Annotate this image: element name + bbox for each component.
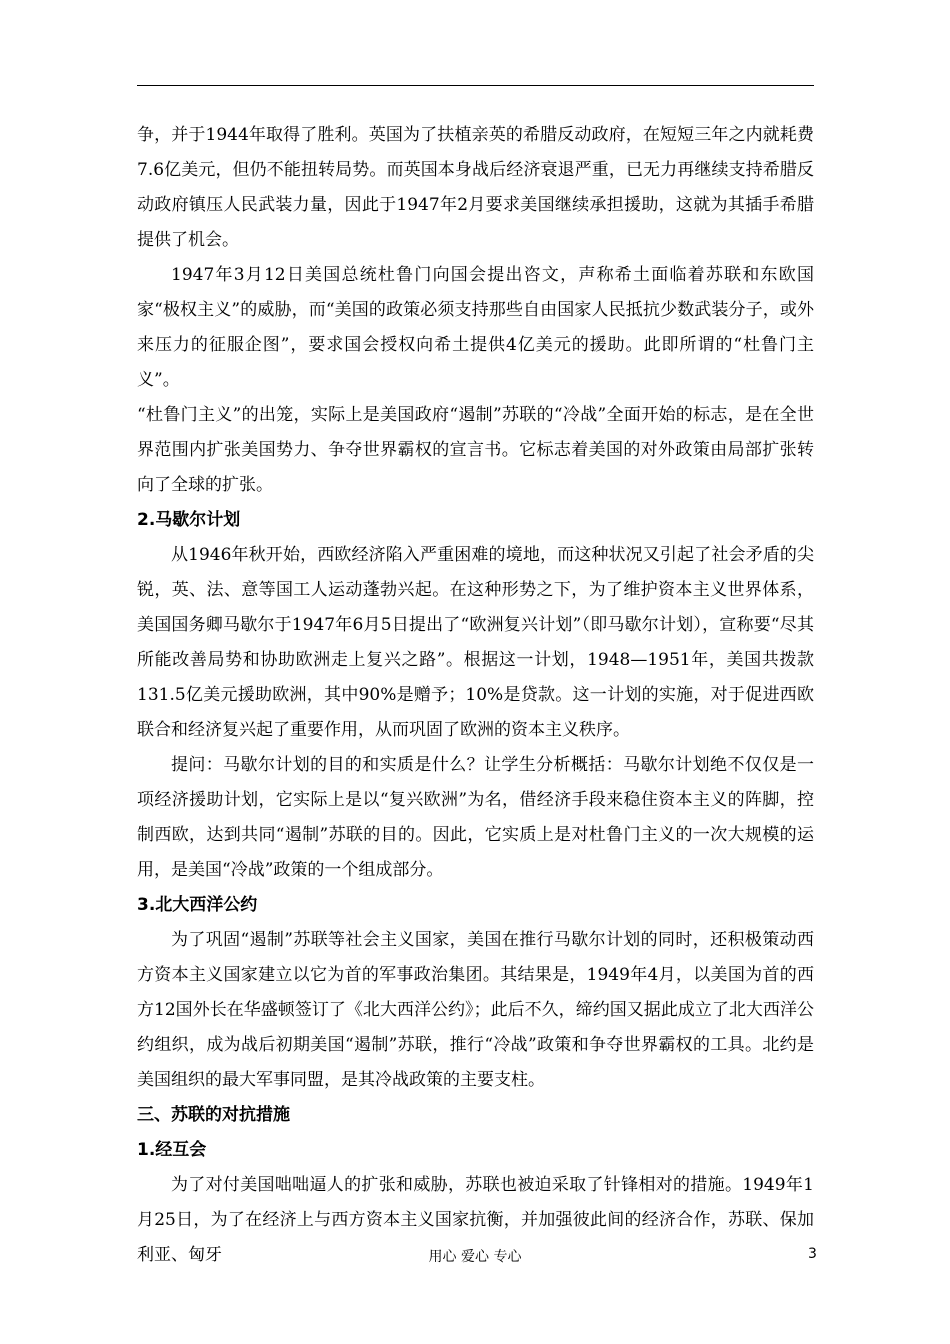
paragraph-nato: 为了巩固“遏制”苏联等社会主义国家，美国在推行马歇尔计划的同时，还积极策动西方资本主义国家建立以它为首的军事政治集团。其结果是，1949年4月，以美国为首的西方12国外长在华盛顿签订了《北大西洋公约》；此后不久，缔约国又据此成立了北大西洋公约组织，成为战后初期美国“遏制”苏联，推行“冷战”政策和争夺世界霸权的工具。北约是美国组织的最大军事同盟，是其冷战政策的主要支柱。 bbox=[137, 930, 814, 1090]
footer-motto: 用心 爱心 专心 bbox=[428, 1249, 522, 1265]
page-number: 3 bbox=[808, 1246, 817, 1262]
paragraph-truman-doctrine: “杜鲁门主义”的出笼，实际上是美国政府“遏制”苏联的“冷战”全面开始的标志，是在全世界范围内扩张美国势力、争夺世界霸权的宣言书。它标志着美国的对外政策由局部扩张转向了全球的扩张。 bbox=[137, 405, 814, 495]
paragraph-marshall-question: 提问：马歇尔计划的目的和实质是什么？让学生分析概括：马歇尔计划绝不仅仅是一项经济援助计划，它实际上是以“复兴欧洲”为名，借经济手段来稳住资本主义的阵脚，控制西欧，达到共同“遏制”苏联的目的。因此，它实质上是对杜鲁门主义的一次大规模的运用，是美国“冷战”政策的一个组成部分。 bbox=[137, 755, 814, 880]
heading-comecon: 1.经互会 bbox=[137, 1140, 207, 1160]
heading-nato: 3.北大西洋公约 bbox=[137, 895, 258, 915]
document-body bbox=[137, 118, 814, 1273]
header-rule bbox=[137, 85, 814, 86]
paragraph-continuation: 争，并于1944年取得了胜利。英国为了扶植亲英的希腊反动政府，在短短三年之内就耗费7.6亿美元，但仍不能扭转局势。而英国本身战后经济衰退严重，已无力再继续支持希腊反动政府镇压人民武装力量，因此于1947年2月要求美国继续承担援助，这就为其插手希腊提供了机会。 bbox=[137, 125, 814, 250]
paragraph-truman-message: 1947年3月12日美国总统杜鲁门向国会提出咨文，声称希土面临着苏联和东欧国家“极权主义”的威胁，而“美国的政策必须支持那些自由国家人民抵抗少数武装分子，或外来压力的征服企图”，要求国会授权向希土提供4亿美元的援助。此即所谓的“杜鲁门主义”。 bbox=[137, 265, 814, 390]
heading-soviet-countermeasures: 三、苏联的对抗措施 bbox=[137, 1105, 290, 1125]
heading-marshall-plan: 2.马歇尔计划 bbox=[137, 510, 241, 530]
paragraph-marshall-plan: 从1946年秋开始，西欧经济陷入严重困难的境地，而这种状况又引起了社会矛盾的尖锐，英、法、意等国工人运动蓬勃兴起。在这种形势之下，为了维护资本主义世界体系，美国国务卿马歇尔于1947年6月5日提出了“欧洲复兴计划”（即马歇尔计划），宣称要“尽其所能改善局势和协助欧洲走上复兴之路”。根据这一计划，1948—1951年，美国共拨款131.5亿美元援助欧洲，其中90%是赠予；10%是贷款。这一计划的实施，对于促进西欧联合和经济复兴起了重要作用，从而巩固了欧洲的资本主义秩序。 bbox=[137, 545, 814, 740]
paragraph-comecon: 为了对付美国咄咄逼人的扩张和威胁，苏联也被迫采取了针锋相对的措施。1949年1月25日，为了在经济上与西方资本主义国家抗衡，并加强彼此间的经济合作，苏联、保加利亚、匈牙 bbox=[137, 1175, 814, 1265]
